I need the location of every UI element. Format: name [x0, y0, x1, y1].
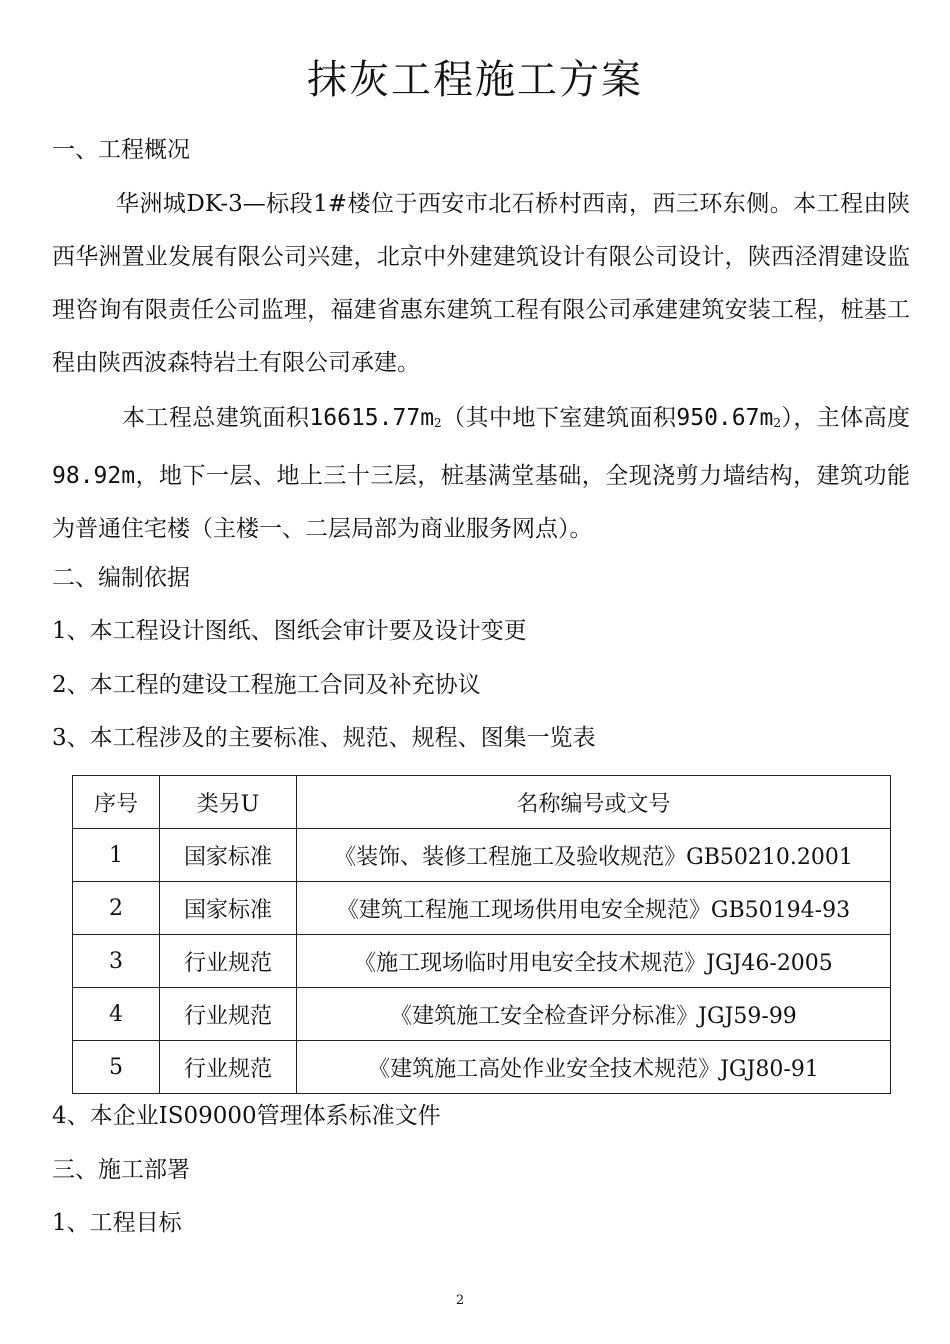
- standards-table: [72, 775, 891, 1094]
- table-row: [73, 935, 891, 988]
- area-basement: 950.67m: [676, 405, 774, 431]
- table-cell-category: 行业规范: [160, 988, 297, 1041]
- table-cell-name: 《施工现场临时用电安全技术规范》JGJ46-2005: [297, 935, 891, 988]
- table-cell-number: 5: [73, 1041, 160, 1094]
- document-title: 抹灰工程施工方案: [307, 57, 643, 103]
- para2-text-c: ），主体高度: [780, 405, 911, 431]
- table-header-row: [73, 776, 891, 829]
- para2-text-d: ，地下一层、地上三十三层，桩基满堂基础，全现浇剪力墙结构，建筑功能为普通住宅楼（主楼一、二层局部为商业服务网点）。: [52, 463, 910, 542]
- overview-paragraph-1: 华洲城DK-3—标段1#楼位于西安市北石桥村西南，西三环东侧。本工程由陕西华洲置业发展有限公司兴建，北京中外建建筑设计有限公司设计，陕西泾渭建设监理咨询有限责任公司监理，福建省惠东建筑工程有限公司承建建筑安装工程，桩基工程由陕西波森特岩土有限公司承建。: [52, 191, 910, 376]
- table-row: [73, 882, 891, 935]
- table-header-number: 序号: [73, 776, 160, 829]
- area-unit-superscript: 2: [434, 416, 442, 430]
- table-cell-number: 4: [73, 988, 160, 1041]
- table-cell-name: 《建筑施工高处作业安全技术规范》JGJ80-91: [297, 1041, 891, 1094]
- section-heading-overview: 一、工程概况: [52, 137, 190, 163]
- area-unit-superscript: 2: [773, 416, 781, 430]
- basis-item-4: 4、本企业IS09000管理体系标准文件: [52, 1103, 441, 1129]
- basis-item-2: 2、本工程的建设工程施工合同及补充协议: [52, 672, 481, 698]
- deployment-item-1: 1、工程目标: [52, 1210, 182, 1236]
- table-cell-name: 《建筑工程施工现场供用电安全规范》GB50194-93: [297, 882, 891, 935]
- table-cell-category: 行业规范: [160, 935, 297, 988]
- table-cell-number: 2: [73, 882, 160, 935]
- page-number: 2: [455, 1293, 465, 1308]
- table-row: [73, 1041, 891, 1094]
- area-total: 16615.77m: [309, 405, 435, 431]
- table-cell-category: 国家标准: [160, 882, 297, 935]
- basis-item-1: 1、本工程设计图纸、图纸会审计要及设计变更: [52, 618, 527, 644]
- section-heading-deployment: 三、施工部署: [52, 1157, 190, 1183]
- section-heading-basis: 二、编制依据: [52, 565, 190, 591]
- table-cell-category: 行业规范: [160, 1041, 297, 1094]
- table-cell-name: 《装饰、装修工程施工及验收规范》GB50210.2001: [297, 829, 891, 882]
- building-height: 98.92m: [52, 463, 136, 489]
- table-cell-name: 《建筑施工安全检查评分标准》JGJ59-99: [297, 988, 891, 1041]
- table-cell-category: 国家标准: [160, 829, 297, 882]
- table-row: [73, 988, 891, 1041]
- para2-text-a: 本工程总建筑面积: [122, 405, 310, 431]
- table-header-category: 类另U: [160, 776, 297, 829]
- para2-text-b: （其中地下室建筑面积: [441, 405, 677, 431]
- overview-paragraph-2: [52, 392, 910, 556]
- table-row: [73, 829, 891, 882]
- basis-item-3: 3、本工程涉及的主要标准、规范、规程、图集一览表: [52, 725, 596, 751]
- table-cell-number: 3: [73, 935, 160, 988]
- table-header-name: 名称编号或文号: [297, 776, 891, 829]
- table-cell-number: 1: [73, 829, 160, 882]
